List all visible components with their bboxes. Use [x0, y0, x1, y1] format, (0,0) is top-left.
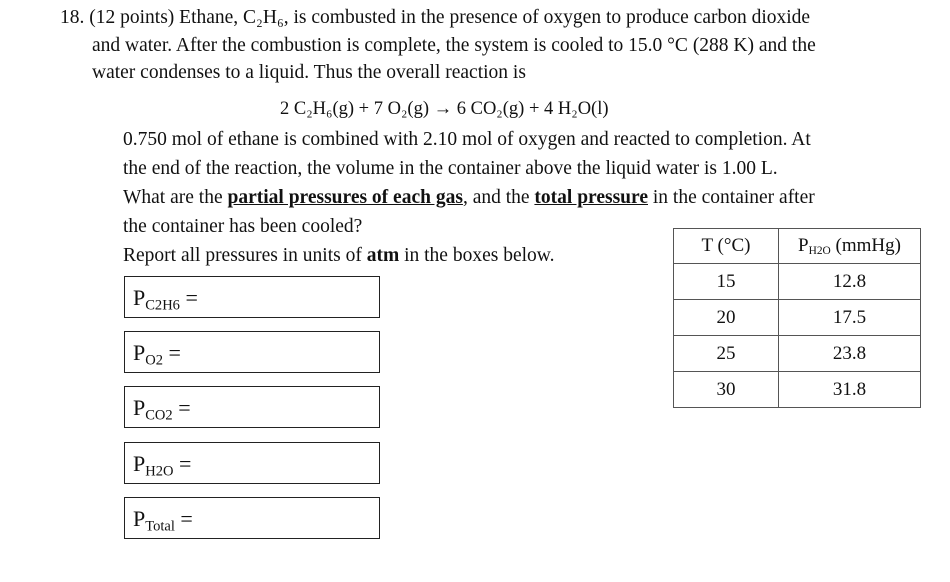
- partial-pressures-emphasis: partial pressures of each gas: [227, 187, 463, 208]
- gas-subscript: O2: [145, 352, 163, 369]
- pressure-symbol: P: [133, 506, 146, 531]
- equals-sign: =: [172, 395, 191, 420]
- temperature-cell: 30: [674, 372, 779, 408]
- pressure-symbol: P: [798, 235, 809, 256]
- answer-label-h2o: [133, 451, 192, 480]
- question-line-1: 0.750 mol of ethane is combined with 2.10 mol of oxygen and reacted to completion. At: [123, 129, 811, 150]
- equals-sign: =: [173, 451, 192, 476]
- atm-unit: atm: [366, 245, 400, 266]
- instruction-text: Report all pressures in units of: [123, 245, 367, 266]
- pressure-symbol: P: [133, 395, 146, 420]
- question-line-3: [123, 188, 815, 208]
- pressure-symbol: P: [133, 340, 146, 365]
- pressure-symbol: P: [133, 451, 146, 476]
- vapor-pressure-table: [673, 228, 921, 408]
- pressure-header: [779, 229, 921, 264]
- pressure-cell: 17.5: [779, 300, 921, 336]
- equals-sign: =: [174, 506, 193, 531]
- answer-box-total[interactable]: [124, 497, 380, 539]
- problem-line-2: and water. After the combustion is complete, the system is cooled to 15.0 °C (288 K) and the: [92, 35, 816, 56]
- answer-label-total: [133, 506, 193, 535]
- pressure-cell: 12.8: [779, 264, 921, 300]
- reaction-equation: 2 C₂H₆(g) + 7 O₂(g) → 6 CO₂(g) + 4 H₂O(l): [280, 99, 609, 119]
- table-row: [674, 336, 921, 372]
- gas-subscript: Total: [145, 518, 175, 535]
- problem-line-1: 18. (12 points) Ethane, C₂H₆, is combusted in the presence of oxygen to produce carbon dioxide: [60, 7, 811, 28]
- answer-box-c2h6[interactable]: [124, 276, 380, 318]
- table-row: [674, 264, 921, 300]
- temperature-cell: 25: [674, 336, 779, 372]
- problem-line-3: water condenses to a liquid. Thus the overall reaction is: [92, 62, 526, 83]
- units-instruction: [123, 246, 554, 266]
- table-header-row: [674, 229, 921, 264]
- table-row: [674, 372, 921, 408]
- answer-box-co2[interactable]: [124, 386, 380, 428]
- answer-box-o2[interactable]: [124, 331, 380, 373]
- equals-sign: =: [179, 285, 198, 310]
- question-text: What are the: [123, 187, 228, 208]
- question-line-2: the end of the reaction, the volume in the container above the liquid water is 1.00 L.: [123, 158, 778, 179]
- gas-subscript: CO2: [145, 407, 173, 424]
- pressure-cell: 31.8: [779, 372, 921, 408]
- total-pressure-emphasis: total pressure: [534, 187, 648, 208]
- water-subscript: H2O: [808, 244, 831, 257]
- answer-box-h2o[interactable]: [124, 442, 380, 484]
- pressure-cell: 23.8: [779, 336, 921, 372]
- temperature-cell: 15: [674, 264, 779, 300]
- gas-subscript: C2H6: [145, 297, 180, 314]
- question-text: in the container after: [648, 187, 815, 208]
- question-line-4: the container has been cooled?: [123, 216, 363, 237]
- answer-label-c2h6: [133, 285, 198, 314]
- gas-subscript: H2O: [145, 463, 174, 480]
- pressure-unit: (mmHg): [830, 235, 901, 256]
- equals-sign: =: [163, 340, 181, 365]
- pressure-symbol: P: [133, 285, 146, 310]
- temperature-header: T (°C): [674, 229, 779, 264]
- answer-label-o2: [133, 340, 181, 369]
- table-row: [674, 300, 921, 336]
- temperature-cell: 20: [674, 300, 779, 336]
- answer-label-co2: [133, 395, 191, 424]
- instruction-text: in the boxes below.: [399, 245, 555, 266]
- question-text: , and the: [462, 187, 535, 208]
